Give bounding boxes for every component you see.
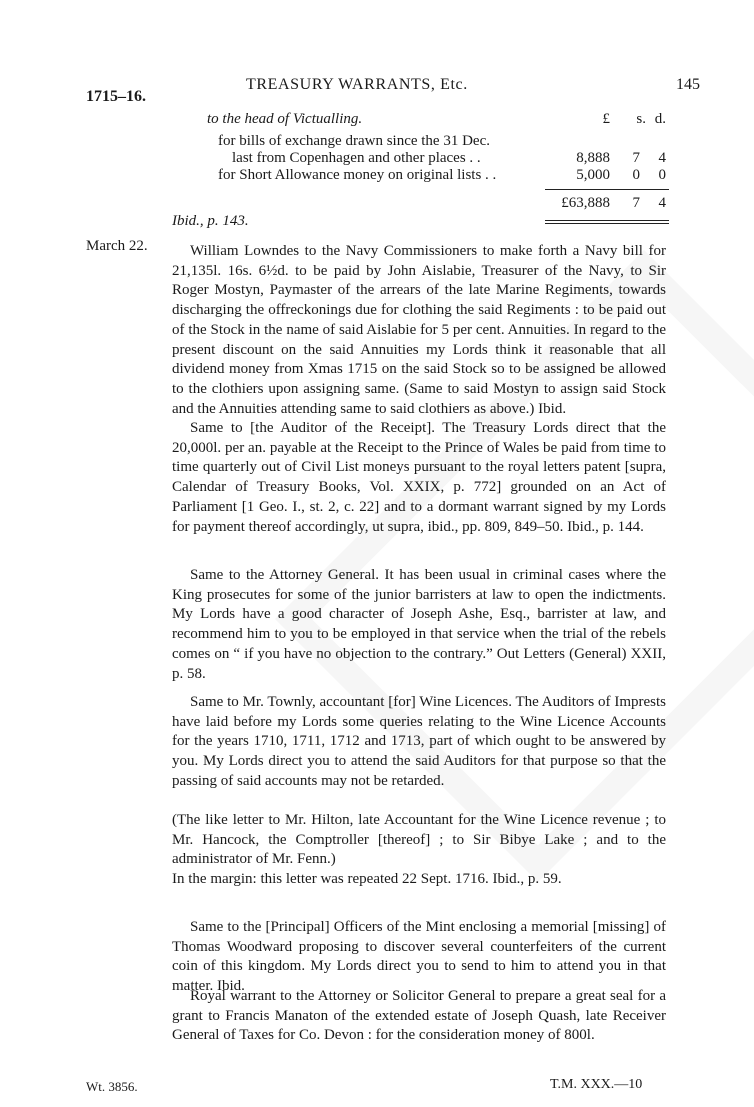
running-title: TREASURY WARRANTS, Etc. — [246, 76, 468, 93]
footer-print-code: Wt. 3856. — [86, 1079, 138, 1094]
total-shillings: 7 — [632, 195, 640, 211]
item2-pence: 0 — [658, 167, 666, 183]
entry-attorney-general: Same to the Attorney General. It has been usual in criminal cases where the King prosecutes for some of the junior barristers at law to open the indictments. My Lords have a good character of Joseph Ashe, Esq., barrister at law, and recommend him to you to be employed in that service when the trial of the rebels comes on “ if you have no objection to the contrary.” Out Letters (General) XXII, p. 58. — [172, 567, 666, 682]
entry-auditor-receipt: Same to [the Auditor of the Receipt]. The Treasury Lords direct that the 20,000l. per an. payable at the Receipt to the Prince of Wales be paid from time to time quarterly out of Civil List moneys pursuant to the royal letters patent [supra, Calendar of Treasury Books, Vol. XXIX, p. 772] grounded on an Act of Parliament [1 Geo. I., st. 2, c. 22] and to a dormant warrant signed by my Lords for payment thereof accordingly, ut supra, ibid., pp. 809, 849–50. Ibid., p. 144. — [172, 420, 666, 535]
entry-mint-officers: Same to the [Principal] Officers of the Mint enclosing a memorial [missing] of Thomas Woodward proposing to discover several counterfeiters of the current coin of this kingdom. My Lords direct you to send to him to attend you in that matter. Ibid. — [172, 919, 666, 995]
page-number: 145 — [676, 76, 700, 93]
footer-signature-mark: T.M. XXX.—10 — [550, 1077, 643, 1092]
item2-shillings: 0 — [632, 167, 640, 183]
item1-pence: 4 — [658, 150, 666, 166]
entry-wine-licences: Same to Mr. Townly, accountant [for] Wine Licences. The Auditors of Imprests have laid before my Lords some queries relating to the Wine Licence Accounts for the years 1710, 1711, 1712 and 1713, part of which ought to be answered by you. My Lords direct you to attend the said Auditors for that purpose so that the passing of said accounts may not be retarded. — [172, 694, 666, 789]
item1-line2: last from Copenhagen and other places . . — [232, 150, 481, 166]
item1-shillings: 7 — [632, 150, 640, 166]
entry-margin-note: In the margin: this letter was repeated 22 Sept. 1716. Ibid., p. 59. — [172, 871, 562, 887]
item2-text: for Short Allowance money on original lists . . — [218, 167, 497, 183]
account-heading: to the head of Victualling. — [207, 111, 363, 127]
account-table — [0, 0, 754, 260]
margin-date: March 22. — [86, 238, 148, 254]
margin-year: 1715–16. — [86, 88, 146, 105]
total-pounds: £63,888 — [561, 195, 610, 211]
total-pence: 4 — [658, 195, 666, 211]
item1-pounds: 8,888 — [576, 150, 610, 166]
col-pence-header: d. — [654, 111, 666, 127]
col-pounds-header: £ — [602, 111, 610, 127]
entry-navy-bill: William Lowndes to the Navy Commissioners to make forth a Navy bill for 21,135l. 16s. 6½d. to be paid by John Aislabie, Treasurer of the Navy, to Sir Roger Mostyn, Paymaster of the arrears of the late Marine Regiments, towards discharging the offreckonings due for clothing the said Regiments : to be paid out of the Stock in the name of said Aislabie for 5 per cent. Annuities. In regard to the present discount on the said Annuities my Lords think it reasonable that all dividend money from Xmas 1715 on the said Stock so to be assigned be allowed to the clothiers upon assigning same. (Same to said Mostyn to assign said Stock and the Annuities attending same to said clothiers as above.) Ibid. — [172, 243, 666, 417]
entry-royal-warrant: Royal warrant to the Attorney or Solicitor General to prepare a great seal for a grant to Francis Manaton of the extended estate of Joseph Quash, late Receiver General of Taxes for Co. Devon : for the consideration money of 800l. — [172, 988, 666, 1044]
item1-line1: for bills of exchange drawn since the 31 Dec. — [218, 133, 490, 149]
total-rule-1 — [545, 220, 669, 221]
total-rule-2 — [545, 223, 669, 224]
subtotal-rule — [545, 189, 669, 190]
account-reference: Ibid., p. 143. — [172, 213, 249, 229]
item2-pounds: 5,000 — [576, 167, 610, 183]
col-shillings-header: s. — [636, 111, 646, 127]
entry-like-letter: (The like letter to Mr. Hilton, late Accountant for the Wine Licence revenue ; to Mr. Hancock, the Comptroller [thereof] ; to Sir Bibye Lake ; and to the administrator of Mr. Fenn.) — [172, 812, 666, 868]
